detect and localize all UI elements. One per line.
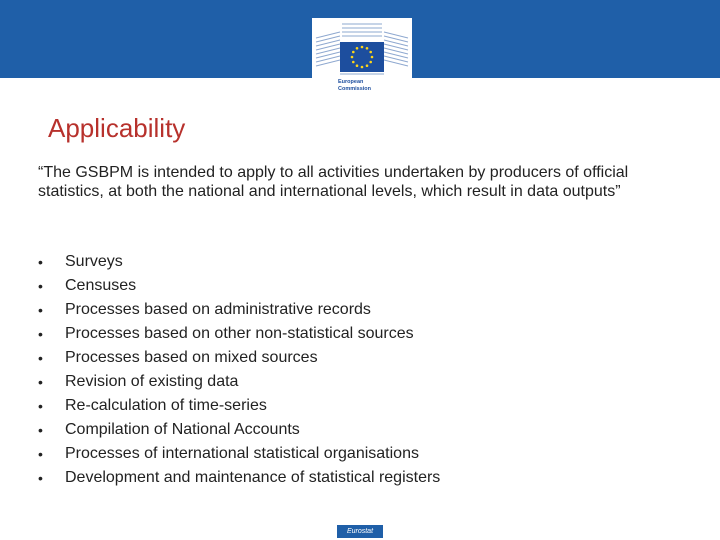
list-item xyxy=(38,346,440,370)
bullet-icon: • xyxy=(38,422,43,438)
bullet-icon: • xyxy=(38,254,43,270)
bullet-list xyxy=(38,250,440,490)
list-item-text: Surveys xyxy=(65,253,123,270)
list-item-text: Processes based on administrative records xyxy=(65,301,371,318)
bullet-icon: • xyxy=(38,470,43,486)
logo-text xyxy=(338,79,398,93)
list-item xyxy=(38,274,440,298)
list-item-text: Processes based on mixed sources xyxy=(65,349,318,366)
eu-flag-icon xyxy=(340,42,384,72)
list-item xyxy=(38,394,440,418)
bullet-icon: • xyxy=(38,326,43,342)
list-item-text: Revision of existing data xyxy=(65,373,239,390)
bullet-icon: • xyxy=(38,278,43,294)
list-item xyxy=(38,466,440,490)
bullet-icon: • xyxy=(38,374,43,390)
list-item xyxy=(38,418,440,442)
intro-quote: “The GSBPM is intended to apply to all activities undertaken by producers of official statistics, at both the national and international levels, which result in data outputs” xyxy=(38,164,629,200)
bullet-icon: • xyxy=(38,446,43,462)
bullet-icon: • xyxy=(38,302,43,318)
slide-title: Applicability xyxy=(48,113,186,143)
list-item-text: Compilation of National Accounts xyxy=(65,421,300,438)
list-item xyxy=(38,250,440,274)
european-commission-logo xyxy=(312,18,412,102)
bullet-icon: • xyxy=(38,350,43,366)
logo-text-line1: European xyxy=(338,79,364,85)
bullet-icon: • xyxy=(38,398,43,414)
list-item xyxy=(38,322,440,346)
list-item-text: Censuses xyxy=(65,277,137,294)
eurostat-badge: Eurostat xyxy=(337,525,383,538)
list-item xyxy=(38,370,440,394)
list-item-text: Processes based on other non-statistical sources xyxy=(65,325,414,342)
list-item-text: Processes of international statistical organisations xyxy=(65,445,419,462)
list-item xyxy=(38,298,440,322)
list-item xyxy=(38,442,440,466)
list-item-text: Re-calculation of time-series xyxy=(65,397,267,414)
logo-text-line2: Commission xyxy=(338,86,372,92)
list-item-text: Development and maintenance of statistical registers xyxy=(65,469,441,486)
